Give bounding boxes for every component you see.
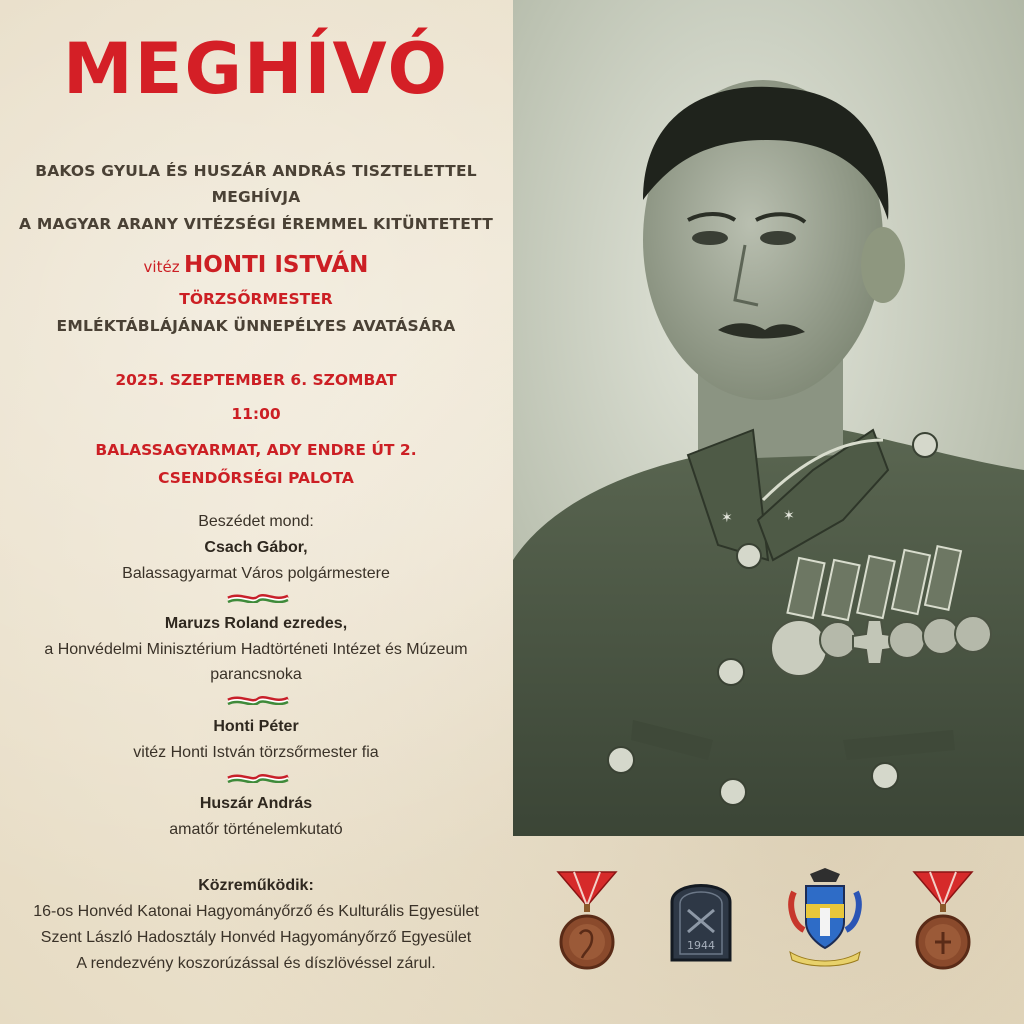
contributor-org-2: Szent László Hadosztály Honvéd Hagyományőrző Egyesület <box>40 929 472 946</box>
speaker-2-name: Maruzs Roland ezredes, <box>164 615 348 632</box>
event-address: BALASSAGYARMAT, ADY ENDRE ÚT 2. <box>95 441 417 459</box>
speaker-3-name: Honti Péter <box>213 718 299 735</box>
closing-note: A rendezvény koszorúzással és díszlövéssel zárul. <box>76 955 436 972</box>
intro-line-2: MEGHÍVJA <box>211 188 301 206</box>
honoree-line <box>0 252 512 278</box>
svg-text:✶: ✶ <box>721 510 733 526</box>
event-time: 11:00 <box>231 405 281 423</box>
memorial-plaque-icon <box>666 872 736 968</box>
svg-text:✶: ✶ <box>783 508 795 524</box>
bravery-medal-right-icon <box>912 868 974 972</box>
event-venue: CSENDŐRSÉGI PALOTA <box>158 469 354 487</box>
speaker-3-role: vitéz Honti István törzsőrmester fia <box>133 744 379 761</box>
speaker-4-name: Huszár András <box>199 795 313 812</box>
intro-line-3: A MAGYAR ARANY VITÉZSÉGI ÉREMMEL KITÜNTETETT <box>19 215 493 233</box>
event-date: 2025. SZEPTEMBER 6. SZOMBAT <box>115 371 397 389</box>
honoree-prefix: vitéz <box>143 258 180 276</box>
contributor-org-1: 16-os Honvéd Katonai Hagyományőrző és Kulturális Egyesület <box>33 903 479 920</box>
flag-ribbon-divider-1 <box>226 591 290 603</box>
flag-ribbon-divider-2 <box>226 693 290 705</box>
contributors-heading: Közreműködik: <box>198 877 314 894</box>
portrait-illustration <box>513 0 1024 836</box>
occasion-line: EMLÉKTÁBLÁJÁNAK ÜNNEPÉLYES AVATÁSÁRA <box>56 317 456 335</box>
intro-line-1: BAKOS GYULA ÉS HUSZÁR ANDRÁS TISZTELETTEL <box>35 162 477 180</box>
speaker-4-role: amatőr történelemkutató <box>169 821 343 838</box>
honoree-name: HONTI ISTVÁN <box>184 252 369 278</box>
honoree-rank: TÖRZSŐRMESTER <box>179 290 333 308</box>
bravery-medal-left-icon <box>556 868 618 972</box>
speakers-heading: Beszédet mond: <box>198 513 314 530</box>
plaque-year: 1944 <box>687 939 715 952</box>
flag-ribbon-divider-3 <box>226 771 290 783</box>
town-coat-of-arms-icon <box>780 868 870 968</box>
speaker-2-role-cont: parancsnoka <box>210 666 302 683</box>
speaker-2-role: a Honvédelmi Minisztérium Hadtörténeti Intézet és Múzeum <box>44 641 468 658</box>
speaker-1-role: Balassagyarmat Város polgármestere <box>122 565 390 582</box>
soldier-portrait-photo <box>513 0 1024 836</box>
invitation-title: MEGHÍVÓ <box>62 28 449 110</box>
speaker-1-name: Csach Gábor, <box>204 539 308 556</box>
